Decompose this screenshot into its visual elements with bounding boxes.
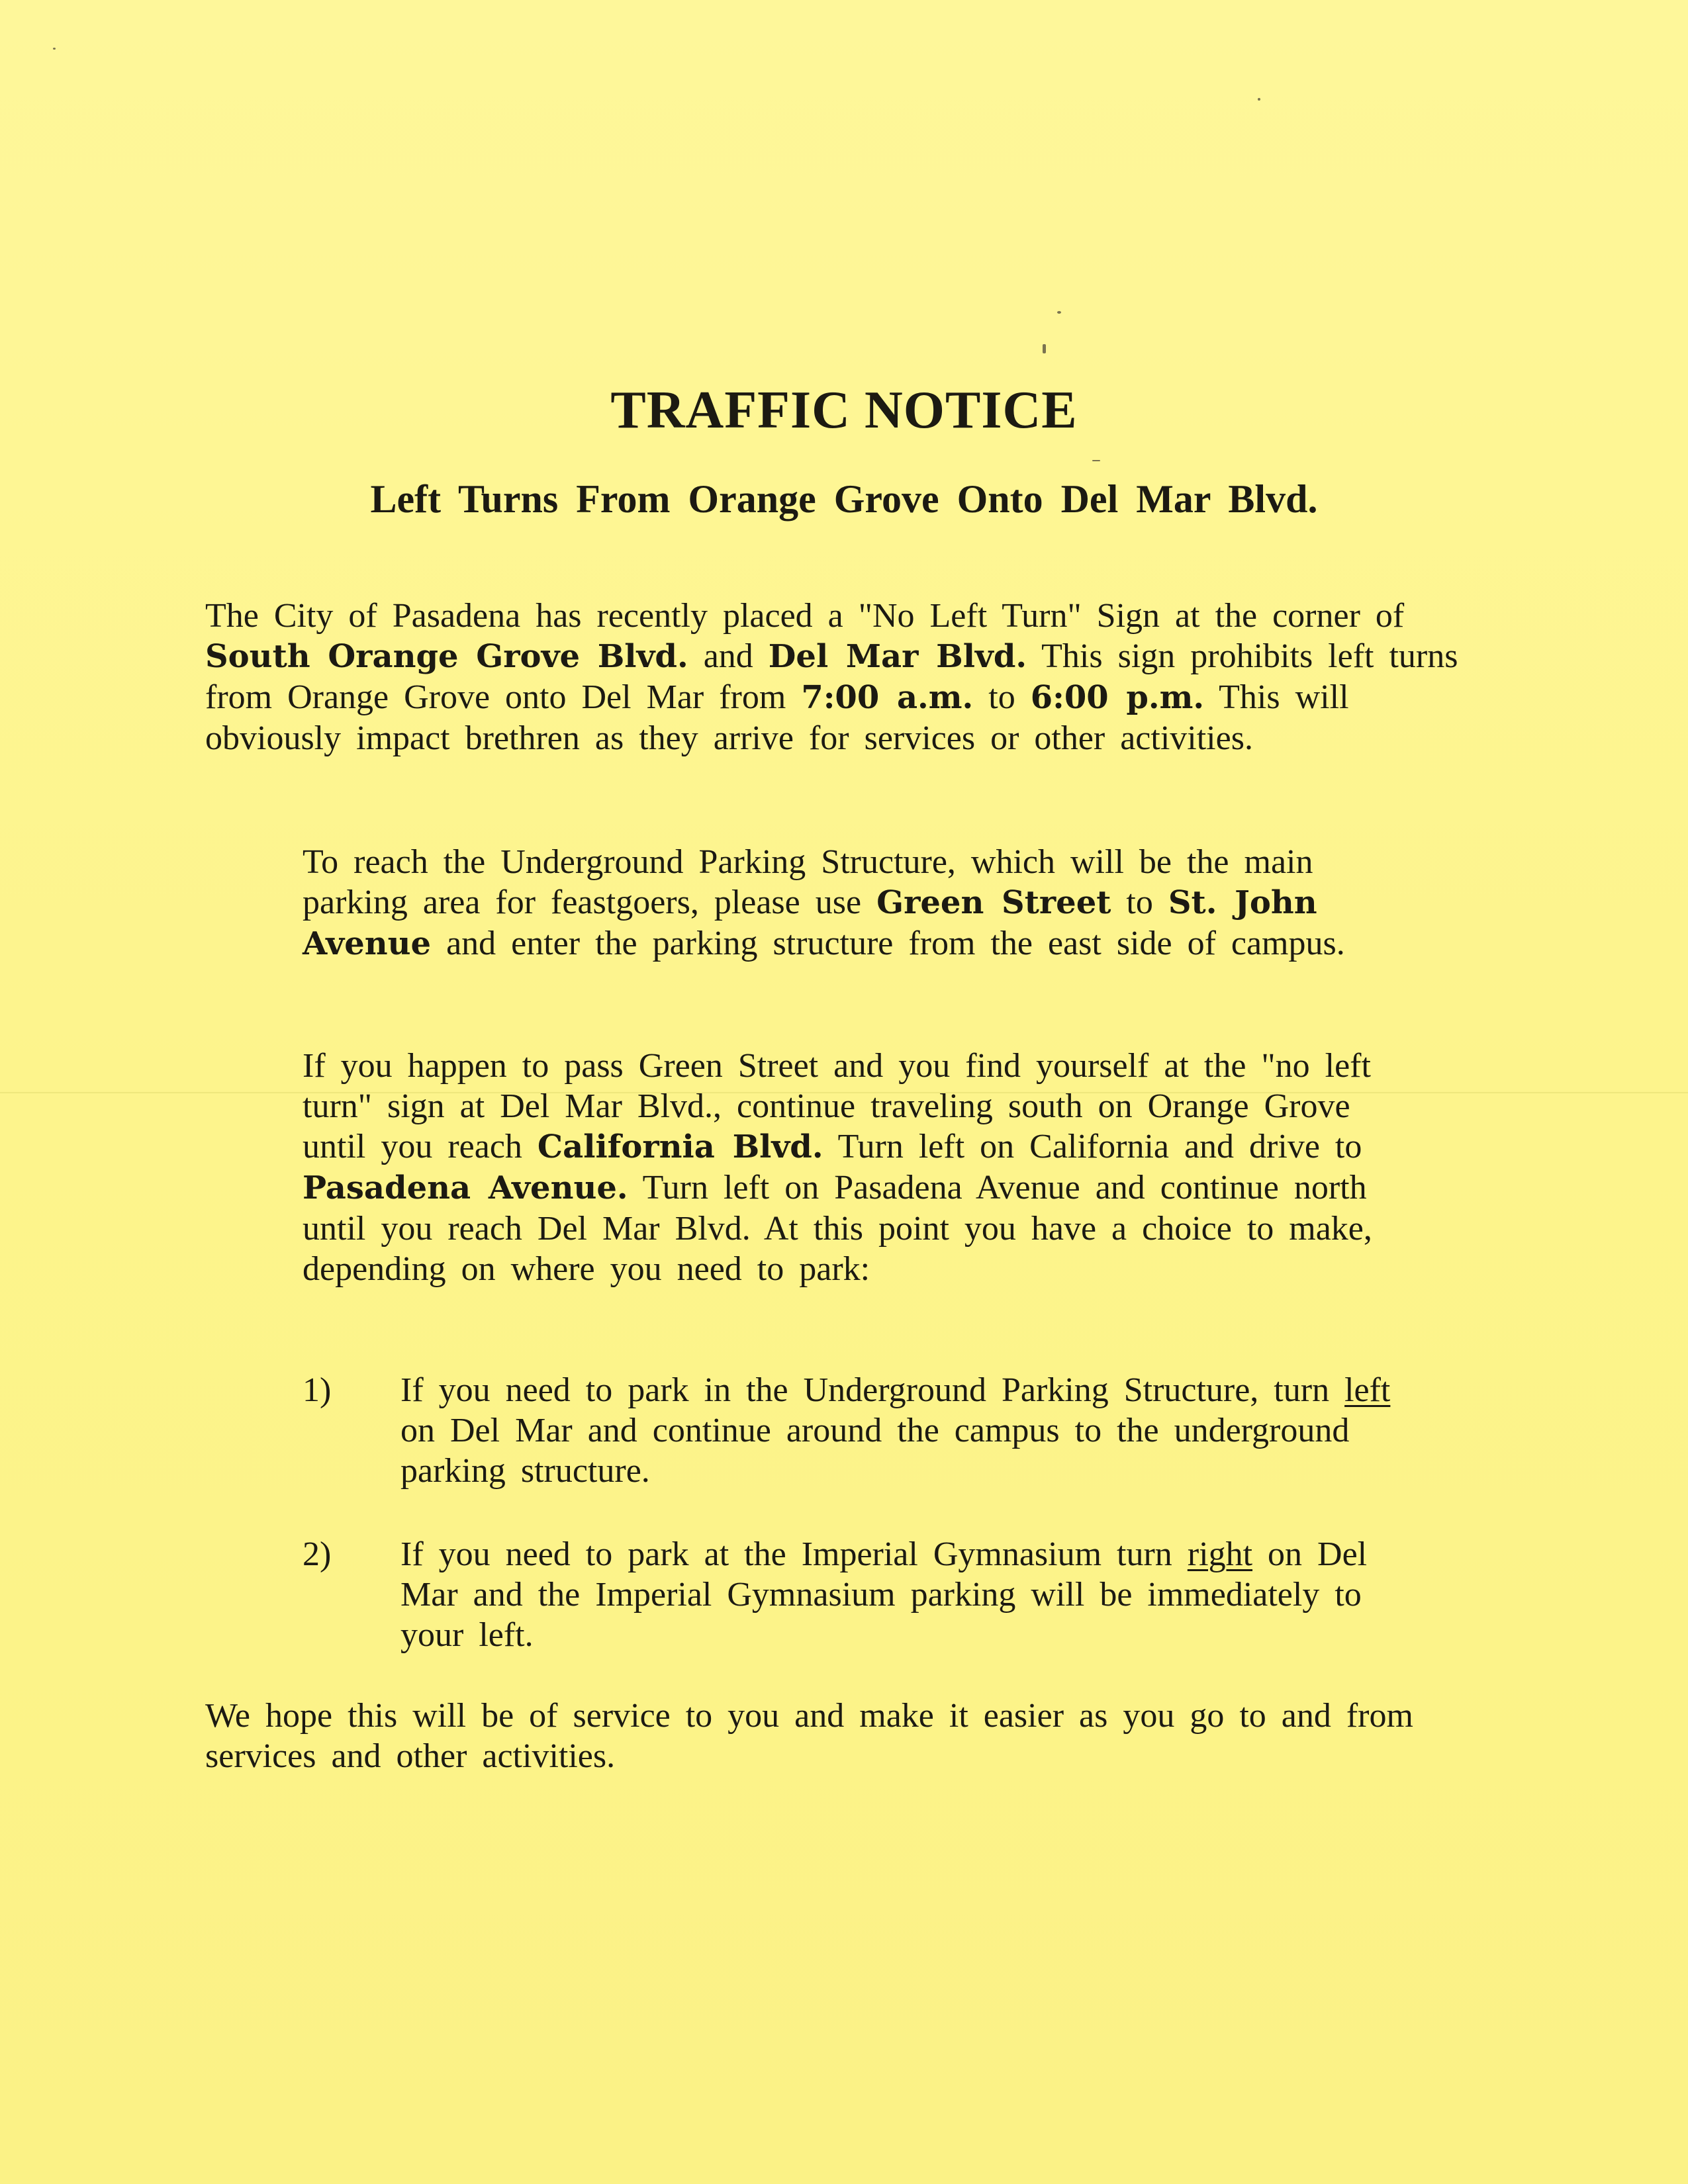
time-start: 7:00 a.m.	[801, 679, 974, 716]
list-text: on Del Mar and the Imperial Gymnasium parking will be immediately to your left.	[400, 1535, 1368, 1654]
list-text: on Del Mar and continue around the campus to the underground parking structure.	[400, 1412, 1350, 1490]
parking-text: To reach the Underground Parking Structure, which will be the main parking area for feastgoers, please use	[303, 843, 1313, 921]
street-name: Green Street	[876, 884, 1111, 921]
street-name: South Orange Grove Blvd.	[205, 638, 688, 675]
intro-text: and	[688, 637, 769, 675]
intro-text: This sign prohibits left turns from Orange Grove onto Del Mar from	[205, 637, 1458, 716]
route-text: Turn left on California and drive to	[823, 1128, 1362, 1165]
closing-paragraph: We hope this will be of service to you and make it easier as you go to and from services and other activities.	[205, 1697, 1413, 1775]
paper-speck	[1258, 98, 1260, 101]
route-text: Turn left on Pasadena Avenue and continue north until you reach Del Mar Blvd. At this point you have a choice to make, depending on where you need to park:	[303, 1169, 1372, 1288]
list-number: 1)	[303, 1371, 332, 1409]
parking-structure-paragraph	[303, 842, 1428, 964]
list-item-text	[400, 1370, 1433, 1491]
notice-subtitle: Left Turns From Orange Grove Onto Del Mar Blvd.	[370, 477, 1318, 521]
list-text: If you need to park in the Underground Parking Structure, turn	[400, 1371, 1345, 1409]
paper-speck	[1043, 344, 1046, 353]
list-number: 2)	[303, 1535, 332, 1573]
intro-paragraph	[205, 596, 1496, 758]
street-name: Del Mar Blvd.	[768, 638, 1027, 675]
route-text: If you happen to pass Green Street and you find yourself at the "no left turn" sign at Del Mar Blvd., continue traveling south on Orange Grove until you reach	[303, 1047, 1371, 1165]
alternate-route-paragraph	[303, 1046, 1428, 1289]
direction-left: left	[1344, 1371, 1391, 1409]
intro-text: This will obviously impact brethren as they arrive for services or other activities.	[205, 678, 1349, 757]
parking-text: and enter the parking structure from the east side of campus.	[431, 925, 1345, 962]
list-text: If you need to park at the Imperial Gymnasium turn	[400, 1535, 1188, 1573]
street-name: California Blvd.	[537, 1128, 823, 1165]
time-end: 6:00 p.m.	[1030, 679, 1205, 716]
street-name: Pasadena Avenue.	[303, 1169, 628, 1206]
intro-text: to	[973, 678, 1031, 716]
paper-speck	[53, 48, 56, 50]
street-name: St. John Avenue	[303, 884, 1317, 962]
notice-title: TRAFFIC NOTICE	[610, 381, 1078, 439]
intro-text: The City of Pasadena has recently placed a "No Left Turn" Sign at the corner of	[205, 597, 1405, 635]
paper-speck	[1092, 460, 1100, 461]
parking-text: to	[1111, 884, 1168, 921]
list-item-text	[400, 1534, 1433, 1655]
direction-right: right	[1187, 1535, 1253, 1573]
paper-speck	[1057, 311, 1061, 314]
